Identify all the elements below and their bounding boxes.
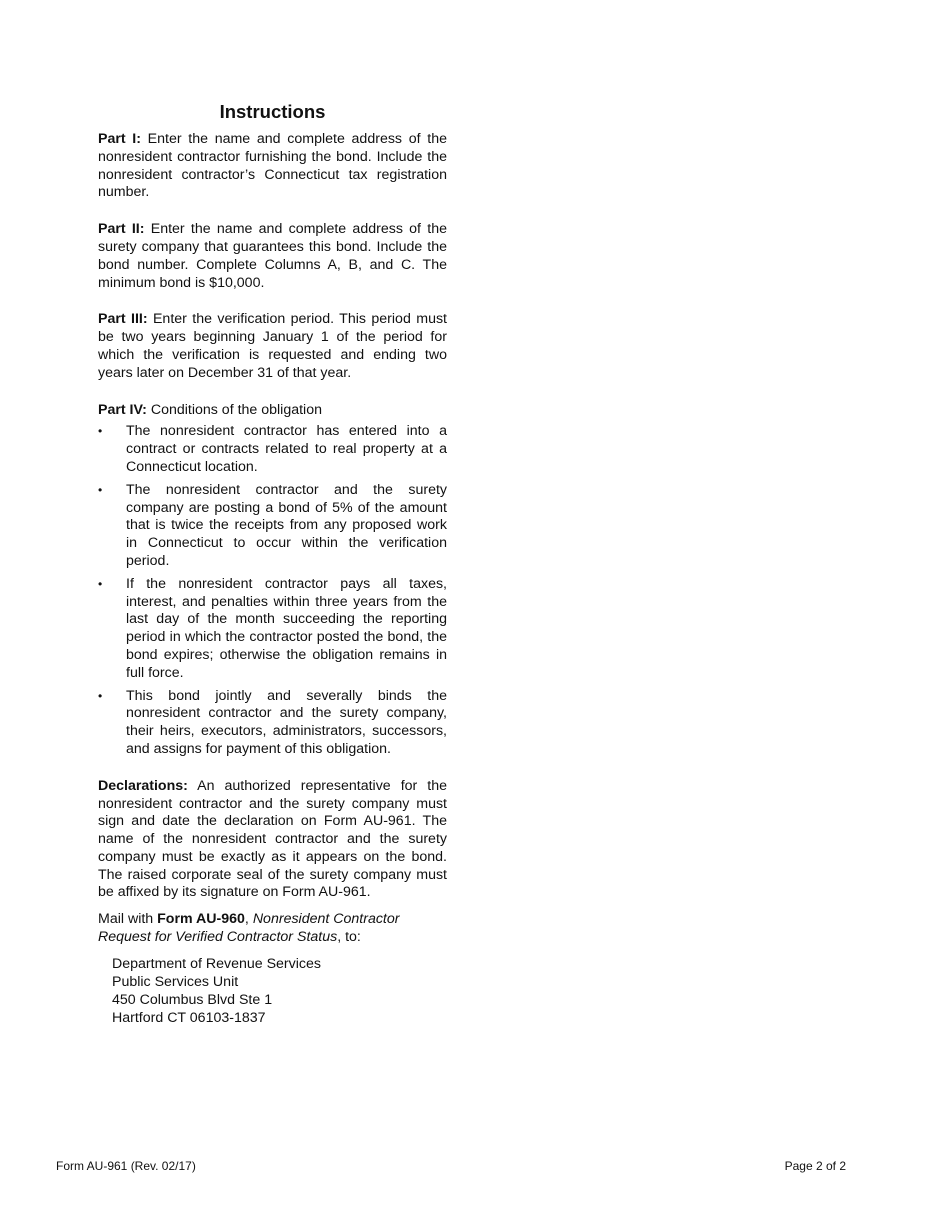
bullet-icon: • <box>98 482 103 497</box>
mailing-instruction <box>98 911 447 947</box>
mail-comma: , <box>244 911 253 928</box>
part-iv-label: Part IV: <box>98 401 147 418</box>
list-item-text: The nonresident contractor has entered into a contract or contracts related to real property at a Connecticut location. <box>126 423 447 475</box>
part-iii-label: Part III: <box>98 311 148 328</box>
address-line: 450 Columbus Blvd Ste 1 <box>112 991 273 1008</box>
bullet-icon: • <box>98 424 103 439</box>
mail-suffix: , to: <box>337 929 361 946</box>
instructions-title: Instructions <box>219 101 326 122</box>
part-iv-heading <box>98 402 447 420</box>
list-item <box>98 482 447 571</box>
part-i-paragraph <box>98 131 447 202</box>
part-ii-paragraph <box>98 221 447 292</box>
list-item <box>98 576 447 683</box>
list-item-text: This bond jointly and severally binds the nonresident contractor and the surety company, their heirs, executors, administrators, successors, and assigns for payment of this obligation. <box>126 687 447 757</box>
referenced-form-title: Nonresident Contractor Request for Verified Contractor Status <box>98 911 400 946</box>
address-line: Department of Revenue Services <box>112 955 321 972</box>
list-item-text: The nonresident contractor and the surety company are posting a bond of 5% of the amount that is twice the receipts from any proposed work in Connecticut to occur within the verification period. <box>126 481 447 569</box>
declarations-text: An authorized representative for the nonresident contractor and the surety company must sign and date the declaration on Form AU-961. The name of the nonresident contractor and the surety company must be exactly as it appears on the bond. The raised corporate seal of the surety company must be affixed by its signature on Form AU-961. <box>98 777 447 901</box>
part-i-label: Part I: <box>98 131 141 147</box>
page-number-footer: Page 2 of 2 <box>784 1159 846 1173</box>
part-i-text: Enter the name and complete address of the nonresident contractor furnishing the bond. Include the nonresident contractor’s Connecticut tax registration number. <box>98 131 447 201</box>
mail-prefix: Mail with <box>98 911 158 928</box>
instructions-column <box>98 100 447 1027</box>
list-item <box>98 423 447 476</box>
part-ii-text: Enter the name and complete address of the surety company that guarantees this bond. Include the bond number. Complete Columns A, B, and C. The minimum bond is $10,000. <box>98 221 447 291</box>
address-line: Public Services Unit <box>112 973 239 990</box>
referenced-form-number: Form AU-960 <box>157 911 245 928</box>
list-item <box>98 688 447 759</box>
bullet-icon: • <box>98 688 103 703</box>
declarations-label: Declarations: <box>98 777 188 794</box>
address-line: Hartford CT 06103-1837 <box>112 1009 266 1026</box>
bullet-icon: • <box>98 576 103 591</box>
mailing-address <box>98 955 447 1027</box>
part-iv-text: Conditions of the obligation <box>146 401 322 418</box>
list-item-text: If the nonresident contractor pays all taxes, interest, and penalties within three years from the last day of the month succeeding the reporting period in which the contractor posted the bond, the bond expires; otherwise the obligation remains in full force. <box>126 575 447 681</box>
part-iii-text: Enter the verification period. This period must be two years beginning January 1 of the period for which the verification is requested and ending two years later on December 31 of that year. <box>98 311 447 381</box>
part-ii-label: Part II: <box>98 221 145 238</box>
obligation-conditions-list <box>98 423 447 758</box>
declarations-paragraph <box>98 778 447 903</box>
form-number-footer: Form AU-961 (Rev. 02/17) <box>56 1159 196 1173</box>
part-iii-paragraph <box>98 311 447 382</box>
